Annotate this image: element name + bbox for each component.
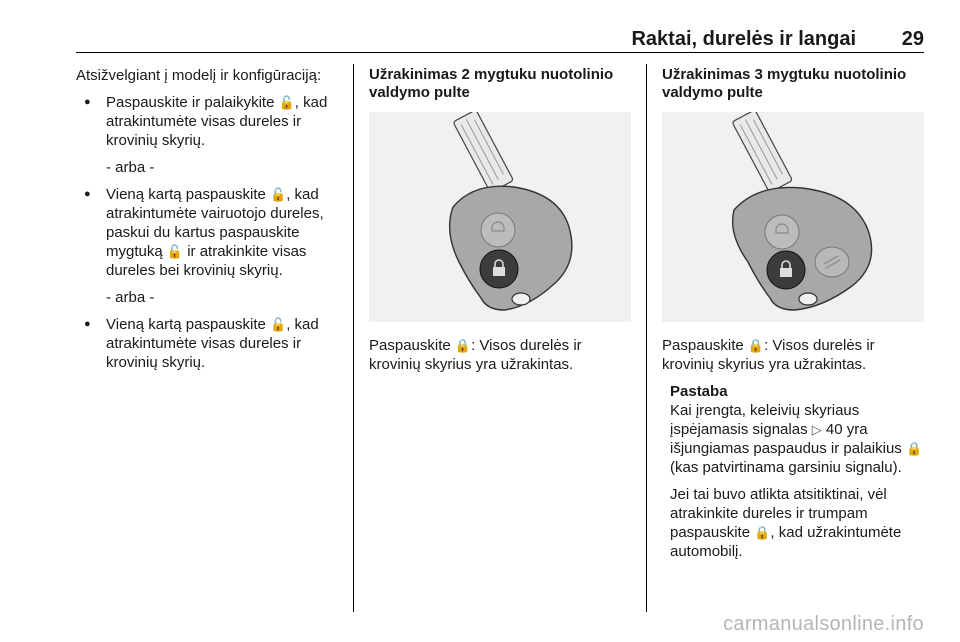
column-divider [646, 64, 647, 612]
lock-icon: 🔒 [454, 338, 472, 353]
bullet-item: ● Vieną kartą paspauskite 🔓, kad atrakintumėte vairuotojo dureles, paskui du kartus paspauskite mygtuką 🔓 ir atrakinkite visas dureles bei krovinių skyrių. [76, 185, 344, 280]
note-paragraph: Jei tai buvo atlikta atsitiktinai, vėl atrakinkite dureles ir trumpam paspauskite 🔒, kad užrakintumėte automobilį. [670, 486, 902, 560]
lock-icon: 🔒 [905, 441, 923, 456]
figure-caption: Paspauskite 🔒: Visos durelės ir krovinių skyrius yra užrakintas. [369, 337, 582, 373]
subheading: Užrakinimas 3 mygtuku nuotolinio valdymo pulte [662, 66, 907, 101]
lock-icon: 🔒 [754, 525, 771, 540]
page-header [76, 28, 924, 53]
lock-icon: 🔒 [747, 338, 765, 353]
watermark: carmanualsonline.info [723, 613, 924, 635]
column-3 [662, 66, 930, 569]
bullet-item: ● Paspauskite ir palaikykite 🔓, kad atrakintumėte visas dureles ir krovinių skyrių. [76, 93, 344, 150]
figure-caption: Paspauskite 🔒: Visos durelės ir krovinių skyrius yra užrakintas. [662, 337, 875, 373]
column-2 [369, 66, 637, 382]
unlock-icon: 🔓 [278, 95, 295, 110]
unlock-icon: 🔓 [270, 317, 287, 332]
key-fob-3-button-illustration [662, 112, 924, 322]
unlock-icon: 🔓 [166, 244, 184, 259]
column-1 [76, 66, 344, 380]
bullet-item: ● Vieną kartą paspauskite 🔓, kad atrakintumėte visas dureles ir krovinių skyrių. [76, 315, 344, 372]
note-block [662, 382, 930, 561]
or-separator: - arba - [106, 289, 155, 306]
key-fob-icon [369, 112, 631, 322]
key-fob-icon [662, 112, 924, 322]
or-separator: - arba - [106, 159, 155, 176]
page-number: 29 [901, 28, 924, 50]
note-paragraph: Kai įrengta, keleivių skyriaus įspėjamasis signalas ▷ 40 yra išjungiamas paspaudus ir palaikius 🔒 (kas patvirtinama garsiniu signalu). [670, 402, 923, 476]
key-fob-2-button-illustration [369, 112, 631, 322]
section-title: Raktai, durelės ir langai [631, 28, 856, 50]
page-reference-icon: ▷ [811, 422, 822, 437]
subheading: Užrakinimas 2 mygtuku nuotolinio valdymo pulte [369, 66, 614, 101]
note-title: Pastaba [670, 383, 728, 400]
unlock-icon: 🔓 [270, 187, 287, 202]
column-divider [353, 64, 354, 612]
intro-text: Atsižvelgiant į modelį ir konfigūraciją: [76, 67, 322, 84]
